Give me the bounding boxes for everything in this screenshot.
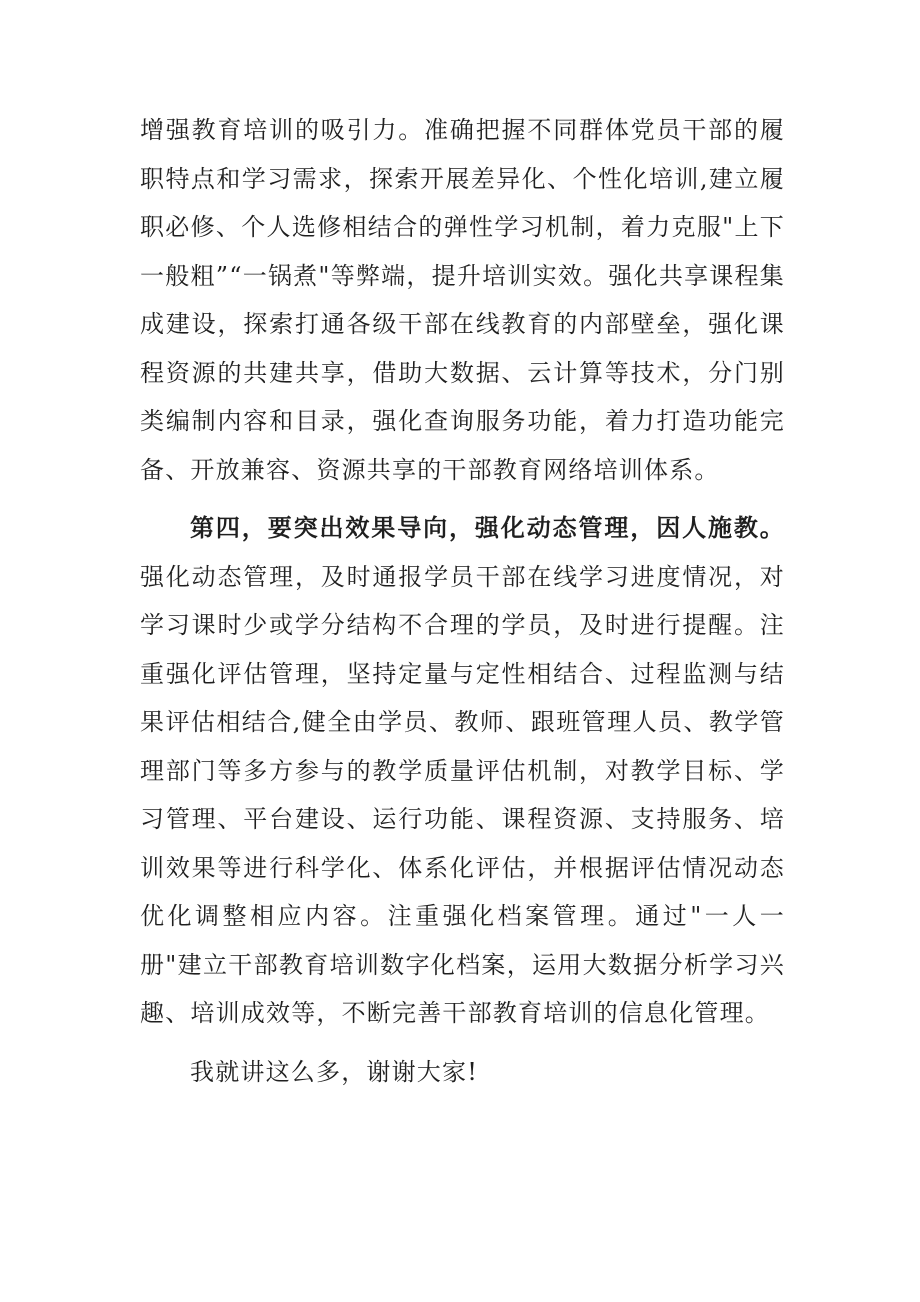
paragraph-2-body: 强化动态管理，及时通报学员干部在线学习进度情况，对学习课时少或学分结构不合理的学员，及时进行提醒。注重强化评估管理，坚持定量与定性相结合、过程监测与结果评估相结合,健全由学员、教师、跟班管理人员、教学管理部门等多方参与的教学质量评估机制，对教学目标、学习管理、平台建设、运行功能、课程资源、支持服务、培训效果等进行科学化、体系化评估，并根据评估情况动态优化调整相应内容。注重强化档案管理。通过"一人一册"建立干部教育培训数字化档案，运用大数据分析学习兴趣、培训成效等，不断完善干部教育培训的信息化管理。 (140, 562, 785, 1027)
paragraph-2-lead: 第四，要突出效果导向，强化动态管理，因人施教。 (190, 513, 785, 542)
document-body (140, 106, 785, 1096)
paragraph-1: 增强教育培训的吸引力。准确把握不同群体党员干部的履职特点和学习需求，探索开展差异化、个性化培训,建立履职必修、个人选修相结合的弹性学习机制，着力克服"上下一般粗”“一锅煮"等弊端，提升培训实效。强化共享课程集成建设，探索打通各级干部在线教育的内部壁垒，强化课程资源的共建共享，借助大数据、云计算等技术，分门别类编制内容和目录，强化查询服务功能，着力打造功能完备、开放兼容、资源共享的干部教育网络培训体系。 (140, 116, 785, 484)
closing-remark: 我就讲这么多，谢谢大家! (190, 1057, 479, 1086)
paragraph-2 (140, 504, 785, 1038)
